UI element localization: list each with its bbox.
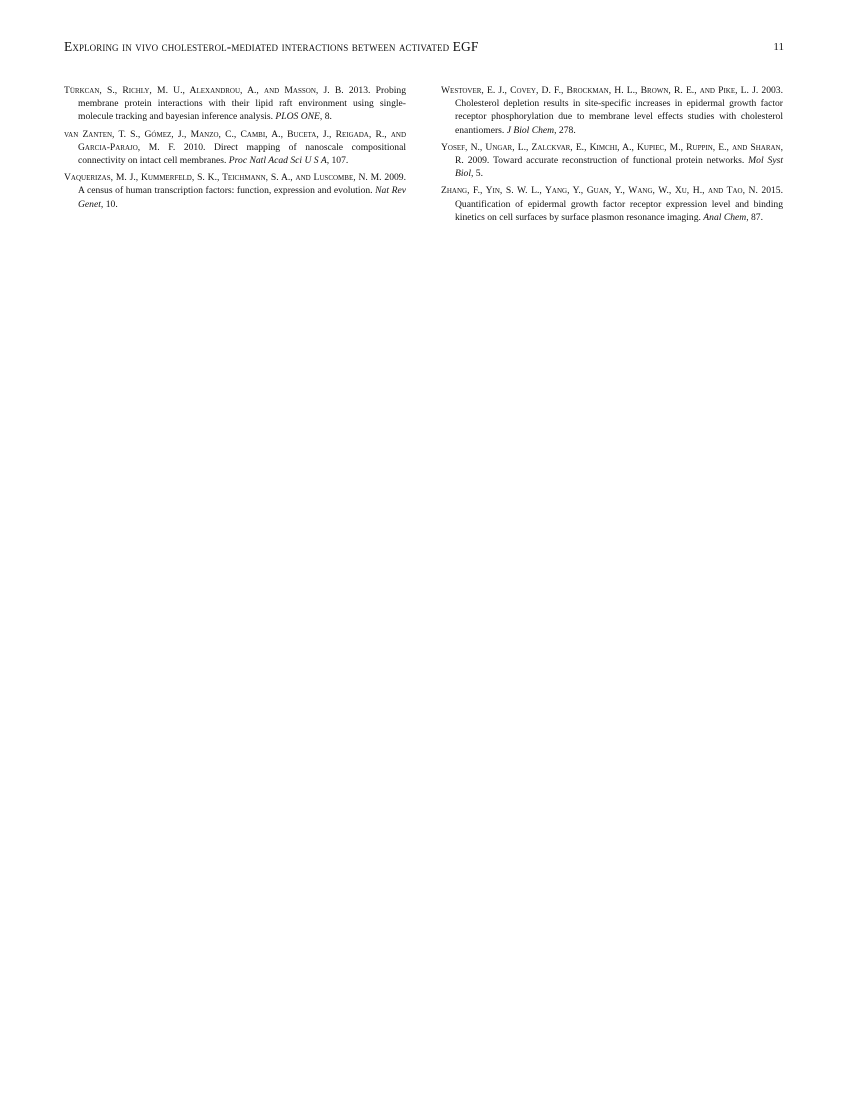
reference-details: 2009. Toward accurate reconstruction of functional protein networks. <box>463 155 749 167</box>
reference-authors: Yosef, N., Ungar, L., Zalckvar, E., Kimchi, A., Kupiec, M., Ruppin, E., and Sharan, R. <box>441 141 783 167</box>
running-title: Exploring in vivo cholesterol-mediated interactions between activated EGF <box>64 39 479 54</box>
reference-entry <box>441 141 783 181</box>
reference-journal: PLOS ONE <box>275 111 320 123</box>
reference-volume: , 107. <box>326 155 349 167</box>
reference-authors: van Zanten, T. S., Gómez, J., Manzo, C., Cambi, A., Buceta, J., Reigada, R., and Garcia-Parajo, M. F. <box>64 128 406 153</box>
reference-entry <box>441 84 783 137</box>
reference-journal: J Biol Chem <box>506 124 555 136</box>
reference-entry <box>64 128 406 168</box>
reference-details: 2013. Probing membrane protein interactions with their lipid raft environment using single-molecule tracking and bayesian inference analysis. <box>78 85 406 123</box>
reference-entry <box>64 84 406 124</box>
reference-journal: Mol Syst Biol <box>455 155 784 180</box>
reference-journal: Anal Chem <box>703 211 747 223</box>
reference-entry <box>441 184 783 224</box>
reference-volume: , 10. <box>100 198 118 210</box>
reference-journal: Nat Rev Genet <box>78 185 406 210</box>
page-number: 11 <box>773 41 784 53</box>
references-left-column <box>64 84 406 215</box>
reference-authors: Westover, E. J., Covey, D. F., Brockman, H. L., Brown, R. E., and Pike, L. J. <box>441 85 759 96</box>
reference-authors: Zhang, F., Yin, S. W. L., Yang, Y., Guan, Y., Wang, W., Xu, H., and Tao, N. <box>441 185 758 197</box>
reference-details: 2009. A census of human transcription factors: function, expression and evolution. <box>78 172 406 197</box>
reference-volume: , 87. <box>746 211 763 223</box>
page-header <box>64 39 784 57</box>
reference-details: 2003. Cholesterol depletion results in site-specific increases in epidermal growth factor receptor phosphorylation due to membrane level effects studies with cholesterol enantiomers. <box>455 85 783 136</box>
reference-details: 2010. Direct mapping of nanoscale compositional connectivity on intact cell membranes. <box>78 141 406 167</box>
reference-volume: , 8. <box>319 111 332 123</box>
reference-volume: , 278. <box>554 124 576 136</box>
references-right-column <box>441 84 783 228</box>
reference-details: 2015. Quantification of epidermal growth factor receptor expression level and binding kinetics on cell surfaces by surface plasmon resonance imaging. <box>455 185 784 223</box>
reference-authors: Vaquerizas, M. J., Kummerfeld, S. K., Teichmann, S. A., and Luscombe, N. M. <box>64 172 382 184</box>
reference-authors: Türkcan, S., Richly, M. U., Alexandrou, A., and Masson, J. B. <box>64 85 344 96</box>
reference-journal: Proc Natl Acad Sci U S A <box>228 155 327 167</box>
reference-volume: , 5. <box>471 168 483 180</box>
reference-entry <box>64 171 406 211</box>
